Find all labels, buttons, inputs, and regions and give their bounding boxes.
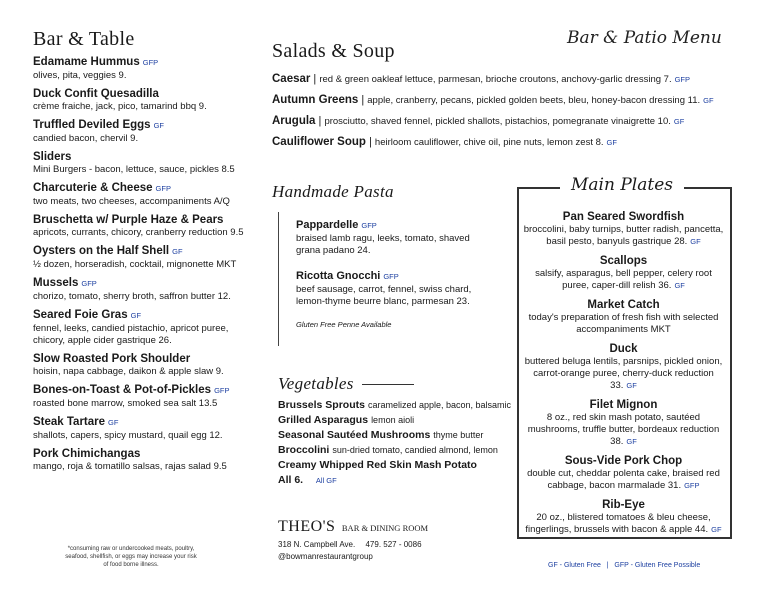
gf-badge: GF <box>130 311 142 320</box>
salad-desc: red & green oakleaf lettuce, parmesan, brioche croutons, anchovy-garlic dressing 7. <box>319 74 672 85</box>
main-plates-list <box>522 210 725 542</box>
bar-item <box>33 383 261 410</box>
gf-badge: GFP <box>155 184 171 193</box>
restaurant-address: 318 N. Campbell Ave. <box>278 540 356 549</box>
salads-list <box>272 69 712 153</box>
main-plate-item <box>522 498 725 536</box>
salad-item <box>272 90 712 111</box>
gf-badge: GF <box>703 96 714 105</box>
main-plate-desc: 20 oz., blistered tomatoes & bleu cheese, fingerlings, brussels with bacon & apple 44. <box>525 512 711 535</box>
pasta-name: Ricotta Gnocchi <box>296 270 381 282</box>
vegetable-item <box>278 398 518 413</box>
vegetables-underline <box>362 384 414 385</box>
gf-badge: GF <box>690 237 701 246</box>
main-plate-name: Rib-Eye <box>602 499 645 511</box>
gf-badge: GF <box>673 117 685 126</box>
bar-item-name: Oysters on the Half Shell <box>33 245 170 257</box>
main-plate-desc: 8 oz., red skin mash potato, sautéed mushrooms, truffle butter, bordeaux reduction 38. <box>527 412 720 447</box>
vegetable-desc: lemon aioli <box>371 415 415 425</box>
bar-item-desc: shallots, capers, spicy mustard, quail egg 12. <box>33 430 223 441</box>
bar-item-name-row <box>33 55 261 70</box>
main-plate-item <box>522 454 725 492</box>
gf-badge: GFP <box>361 221 377 230</box>
vegetables-title: Vegetables <box>278 374 354 393</box>
bar-item-name-row <box>33 308 261 323</box>
restaurant-sub: BAR & DINING ROOM <box>341 523 429 533</box>
bar-item <box>33 181 261 208</box>
bar-item-name: Edamame Hummus <box>33 56 140 68</box>
bar-item-name: Steak Tartare <box>33 416 106 428</box>
main-plate-item <box>522 210 725 248</box>
bar-item <box>33 118 261 145</box>
bar-item <box>33 55 261 82</box>
gf-badge: GFP <box>674 75 691 84</box>
bar-item-desc: hoisin, napa cabbage, daikon & apple slaw 9. <box>33 366 224 377</box>
pasta-name: Pappardelle <box>296 219 359 231</box>
menu-title: Bar & Patio Menu <box>567 28 722 48</box>
salad-sep: | <box>358 94 368 106</box>
bar-item-desc: Mini Burgers - bacon, lettuce, sauce, pickles 8.5 <box>33 164 235 175</box>
vegetable-name: Seasonal Sautéed Mushrooms <box>278 429 431 441</box>
bar-item-name: Pork Chimichangas <box>33 448 141 460</box>
bar-item-desc: mango, roja & tomatillo salsas, rajas salad 9.5 <box>33 461 227 472</box>
bar-item-desc: olives, pita, veggies 9. <box>33 70 127 81</box>
gf-badge: GFP <box>214 386 230 395</box>
gf-badge: GFP <box>684 481 700 490</box>
bar-item-desc: fennel, leeks, candied pistachio, apricot puree, chicory, apple cider gastrique 26. <box>33 323 229 346</box>
vegetable-name: Broccolini <box>278 444 330 456</box>
bar-table-title: Bar & Table <box>33 28 135 50</box>
gf-badge: GFP <box>142 58 159 67</box>
bar-item-name: Sliders <box>33 151 72 163</box>
gf-legend: GF - Gluten Free | GFP - Gluten Free Possible <box>548 562 701 569</box>
main-plate-desc-row <box>522 512 725 536</box>
bar-item <box>33 447 261 473</box>
bar-item-name-row <box>33 244 261 259</box>
bar-item <box>33 87 261 113</box>
bar-item-name: Truffled Deviled Eggs <box>33 119 151 131</box>
bar-item <box>33 352 261 378</box>
bar-item <box>33 244 261 271</box>
gf-badge: GF <box>711 525 722 534</box>
salad-name: Arugula <box>272 115 316 127</box>
bar-item-name: Seared Foie Gras <box>33 309 128 321</box>
bar-table-list <box>33 55 261 473</box>
gf-badge: GF <box>172 247 183 256</box>
main-plate-desc-row <box>522 312 725 336</box>
salad-item <box>272 111 712 132</box>
bar-item <box>33 213 261 239</box>
gf-badge: GF <box>674 281 685 290</box>
main-plate-name: Pan Seared Swordfish <box>562 211 685 223</box>
restaurant-logo-row <box>278 518 498 536</box>
main-plate-desc-row <box>522 356 725 392</box>
bar-item-name: Slow Roasted Pork Shoulder <box>33 353 191 365</box>
vegetables-price-row <box>278 473 518 488</box>
bar-item-name-row <box>33 213 261 227</box>
gf-badge: GF <box>108 418 119 427</box>
vegetables-gf: All GF <box>315 476 337 485</box>
salad-name: Cauliflower Soup <box>272 136 366 148</box>
pasta-note: Gluten Free Penne Available <box>296 320 392 329</box>
main-plate-desc: buttered beluga lentils, parsnips, pickled onion, carrot-orange puree, cherry-duck reduction 33. <box>524 356 723 391</box>
bar-item <box>33 276 261 303</box>
bar-item-name: Charcuterie & Cheese <box>33 182 153 194</box>
vegetable-desc: caramelized apple, bacon, balsamic <box>367 400 512 410</box>
bar-item-desc: crème fraiche, jack, pico, tamarind bbq 9. <box>33 101 207 112</box>
main-plate-desc: broccolini, baby turnips, butter radish, pancetta, basil pesto, banyuls gastrique 28. <box>523 224 724 247</box>
vegetable-name: Grilled Asparagus <box>278 414 369 426</box>
bar-item-name-row <box>33 87 261 101</box>
restaurant-contact <box>278 539 498 551</box>
restaurant-name: THEO'S <box>278 518 336 535</box>
gf-badge: GF <box>626 437 637 446</box>
vegetable-desc: sun-dried tomato, candied almond, lemon <box>332 445 498 455</box>
salad-sep: | <box>365 136 375 148</box>
pasta-desc: beef sausage, carrot, fennel, swiss chard, lemon-thyme beurre blanc, parmesan 23. <box>296 284 472 307</box>
bar-item-desc: chorizo, tomato, sherry broth, saffron butter 12. <box>33 291 231 302</box>
bar-item-name: Bones-on-Toast & Pot-of-Pickles <box>33 384 212 396</box>
bar-item-desc: ½ dozen, horseradish, cocktail, mignonette MKT <box>33 259 237 270</box>
bar-item-name-row <box>33 415 261 430</box>
main-plate-name: Duck <box>609 343 638 355</box>
gf-badge: GF <box>626 381 637 390</box>
bar-item-desc: roasted bone marrow, smoked sea salt 13.5 <box>33 398 218 409</box>
pasta-item <box>296 218 496 257</box>
bar-table-section <box>33 28 261 478</box>
vegetable-name: Creamy Whipped Red Skin Mash Potato <box>278 459 477 471</box>
salad-name: Autumn Greens <box>272 94 359 106</box>
bar-item-name-row <box>33 447 261 461</box>
restaurant-phone: 479. 527 - 0086 <box>365 540 422 549</box>
main-plate-desc-row <box>522 224 725 248</box>
vegetable-desc: thyme butter <box>433 430 484 440</box>
bar-item-name: Bruschetta w/ Purple Haze & Pears <box>33 214 224 226</box>
pasta-item <box>296 269 496 308</box>
bar-item-name-row <box>33 383 261 398</box>
bar-item-name: Mussels <box>33 277 79 289</box>
bar-item-name-row <box>33 150 261 164</box>
bar-item-name-row <box>33 118 261 133</box>
salad-item <box>272 132 712 153</box>
pasta-section <box>272 182 492 212</box>
main-plate-item <box>522 398 725 448</box>
main-plate-desc: double cut, cheddar polenta cake, braised red cabbage, bacon marmalade 31. <box>527 468 720 491</box>
bar-item-name: Duck Confit Quesadilla <box>33 88 159 100</box>
pasta-title: Handmade Pasta <box>272 182 394 201</box>
salads-section <box>272 40 712 153</box>
bar-item-desc: candied bacon, chervil 9. <box>33 133 139 144</box>
bar-item-name-row <box>33 352 261 366</box>
vegetable-item <box>278 443 518 458</box>
pasta-desc: braised lamb ragu, leeks, tomato, shaved grana padano 24. <box>296 233 470 256</box>
gf-badge: GF <box>153 121 164 130</box>
main-plates-title-wrap <box>560 173 684 197</box>
main-plate-desc: salsify, asparagus, bell pepper, celery root puree, caper-dill relish 36. <box>535 268 712 291</box>
bar-item <box>33 415 261 442</box>
main-plate-name: Market Catch <box>587 299 660 311</box>
bar-item <box>33 308 261 347</box>
main-plate-name: Filet Mignon <box>589 399 658 411</box>
main-plate-desc-row <box>522 268 725 292</box>
salad-desc: apple, cranberry, pecans, pickled golden beets, bleu, honey-bacon dressing 11. <box>367 95 701 106</box>
bar-item-desc: apricots, currants, chicory, cranberry reduction 9.5 <box>33 227 244 238</box>
vegetables-section <box>278 374 518 488</box>
gf-badge: GFP <box>81 279 97 288</box>
main-plate-item <box>522 342 725 392</box>
main-plate-item <box>522 254 725 292</box>
restaurant-social: @bowmanrestaurantgroup <box>278 552 373 561</box>
bar-item-name-row <box>33 276 261 291</box>
vegetable-item <box>278 413 518 428</box>
vegetable-item <box>278 458 518 473</box>
vegetables-price: All 6. <box>278 474 304 486</box>
main-plate-name: Sous-Vide Pork Chop <box>564 455 683 467</box>
salad-sep: | <box>315 115 325 127</box>
salad-name: Caesar <box>272 73 311 85</box>
pasta-name-row <box>296 218 496 233</box>
salad-desc: prosciutto, shaved fennel, pickled shallots, pistachios, pomegranate vinaigrette 10. <box>324 116 671 127</box>
vegetable-name: Brussels Sprouts <box>278 399 365 411</box>
main-plates-title: Main Plates <box>571 175 673 195</box>
bar-item <box>33 150 261 176</box>
main-plate-item <box>522 298 725 336</box>
pasta-name-row <box>296 269 496 284</box>
salad-item <box>272 69 712 90</box>
salad-desc: heirloom cauliflower, chive oil, pine nuts, lemon zest 8. <box>374 137 604 148</box>
pasta-list <box>296 218 496 329</box>
main-plate-desc-row <box>522 412 725 448</box>
salads-title: Salads & Soup <box>272 40 395 62</box>
food-disclaimer: *consuming raw or undercooked meats, poultry, seafood, shellfish, or eggs may increase your risk of food borne illness. <box>65 546 197 568</box>
restaurant-block <box>278 518 498 563</box>
bar-item-name-row <box>33 181 261 196</box>
vegetable-item <box>278 428 518 443</box>
pasta-divider <box>278 212 279 346</box>
main-plate-desc: today's preparation of fresh fish with selected accompaniments MKT <box>528 312 719 335</box>
bar-item-desc: two meats, two cheeses, accompaniments A/Q <box>33 196 230 207</box>
gf-badge: GFP <box>383 272 399 281</box>
main-plate-desc-row <box>522 468 725 492</box>
salad-sep: | <box>310 73 320 85</box>
gf-badge: GF <box>606 138 617 147</box>
main-plate-name: Scallops <box>599 255 648 267</box>
vegetables-list <box>278 398 518 473</box>
